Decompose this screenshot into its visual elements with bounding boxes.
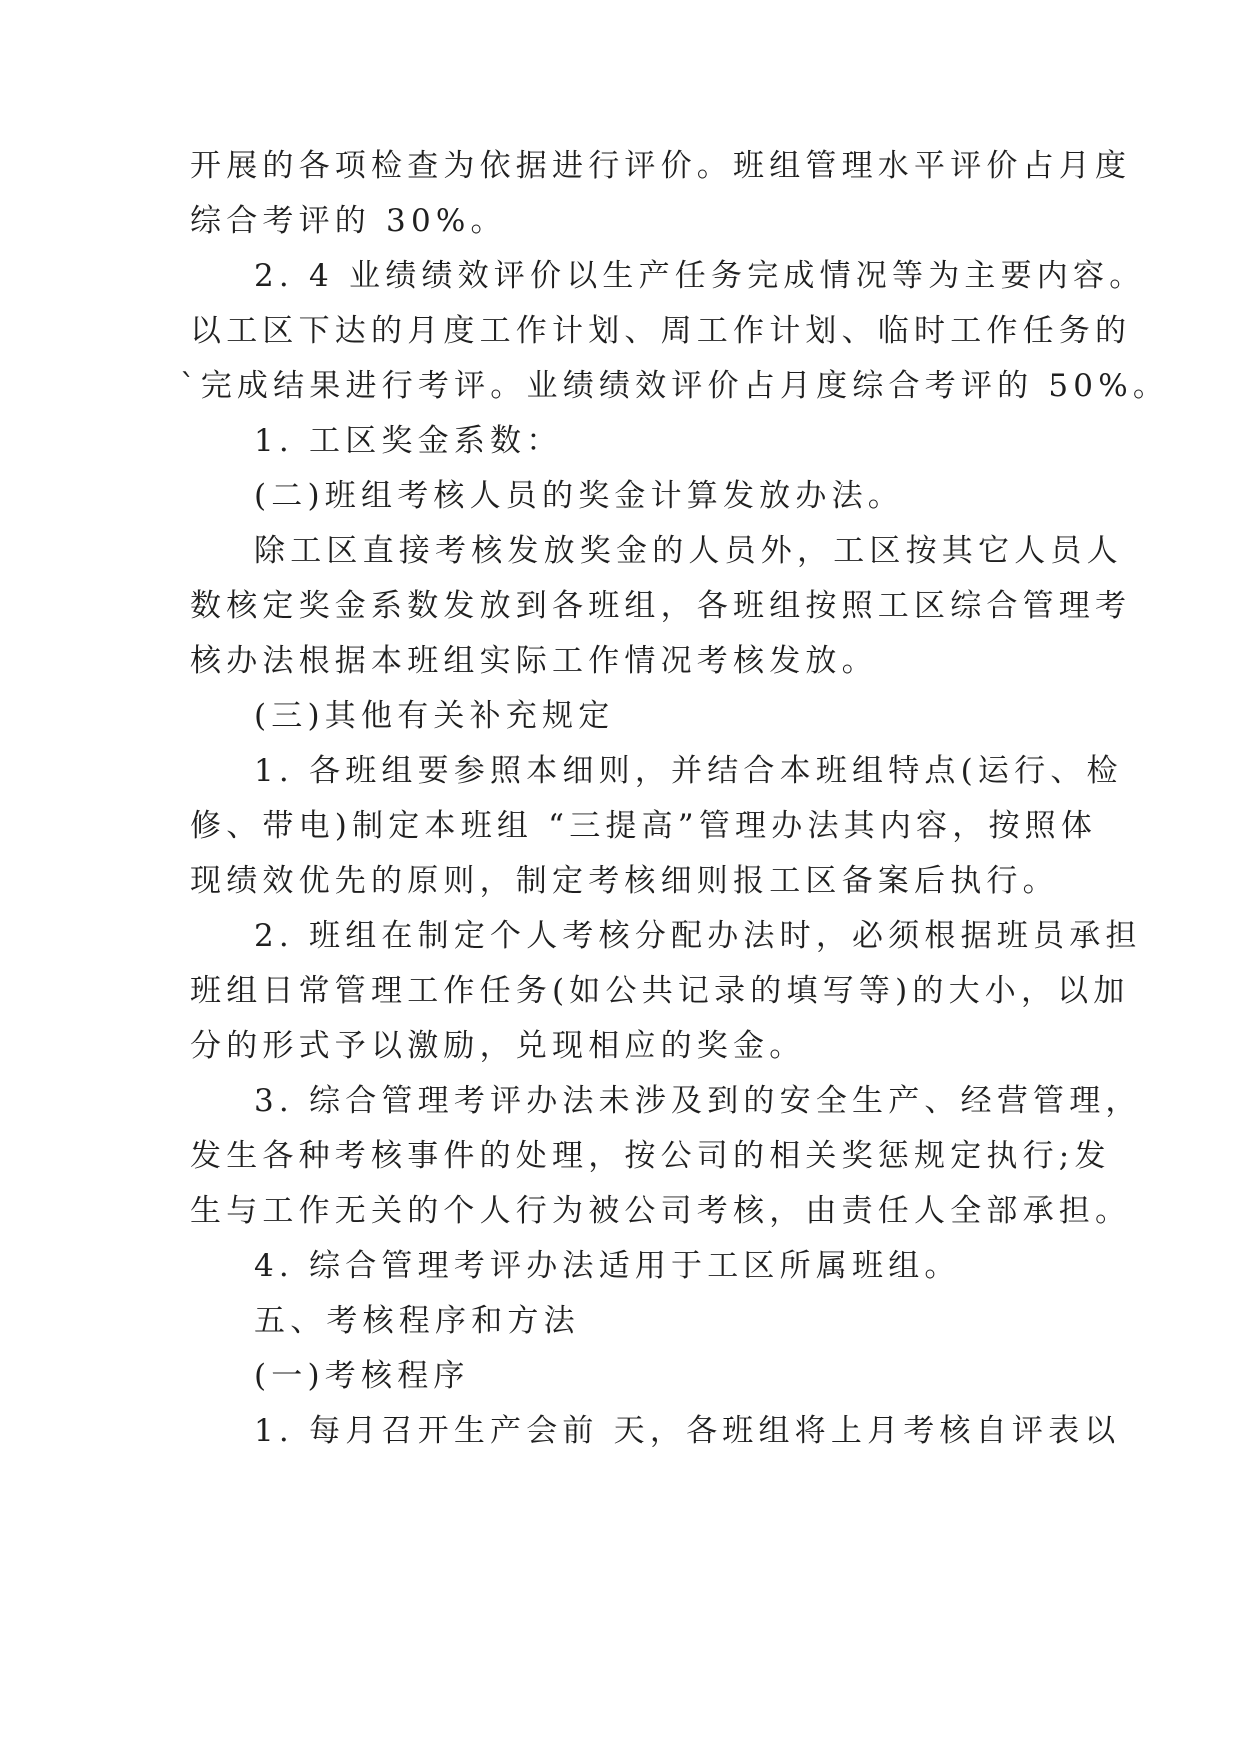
paragraph-line: 以工区下达的月度工作计划、周工作计划、临时工作任务的 xyxy=(190,313,1132,349)
paragraph-line: 除工区直接考核发放奖金的人员外，工区按其它人员人 xyxy=(254,533,1123,569)
paragraph-line: 4. 综合管理考评办法适用于工区所属班组。 xyxy=(254,1248,961,1284)
paragraph-line: 2. 4 业绩绩效评价以生产任务完成情况等为主要内容。 xyxy=(254,258,1146,294)
paragraph-line: 3. 综合管理考评办法未涉及到的安全生产、经营管理， xyxy=(254,1083,1142,1119)
paragraph-line: 生与工作无关的个人行为被公司考核，由责任人全部承担。 xyxy=(190,1193,1132,1229)
paragraph-line: 修、带电)制定本班组 “三提高”管理办法其内容，按照体 xyxy=(190,808,1098,844)
paragraph-line: 综合考评的 30%。 xyxy=(190,203,507,239)
paragraph-line: 数核定奖金系数发放到各班组，各班组按照工区综合管理考 xyxy=(190,588,1132,624)
paragraph-line: 1. 各班组要参照本细则，并结合本班组特点(运行、检 xyxy=(254,753,1123,789)
paragraph-line: 开展的各项检查为依据进行评价。班组管理水平评价占月度 xyxy=(190,148,1132,184)
paragraph-line: 1. 每月召开生产会前 天，各班组将上月考核自评表以 xyxy=(254,1413,1121,1449)
section-heading: (一)考核程序 xyxy=(254,1358,470,1394)
section-heading: (二)班组考核人员的奖金计算发放办法。 xyxy=(254,478,904,514)
paragraph-line: 现绩效优先的原则，制定考核细则报工区备案后执行。 xyxy=(190,863,1059,899)
paragraph-line: `完成结果进行考评。业绩绩效评价占月度综合考评的 50%。 xyxy=(180,368,1170,404)
paragraph-line: 班组日常管理工作任务(如公共记录的填写等)的大小，以加 xyxy=(190,973,1130,1009)
paragraph-line: 分的形式予以激励，兑现相应的奖金。 xyxy=(190,1028,806,1064)
paragraph-line: 2. 班组在制定个人考核分配办法时，必须根据班员承担 xyxy=(254,918,1142,954)
section-heading: 五、考核程序和方法 xyxy=(254,1303,580,1339)
section-heading: (三)其他有关补充规定 xyxy=(254,698,615,734)
paragraph-line: 发生各种考核事件的处理，按公司的相关奖惩规定执行;发 xyxy=(190,1138,1111,1174)
paragraph-line: 1. 工区奖金系数： xyxy=(254,423,563,459)
paragraph-line: 核办法根据本班组实际工作情况考核发放。 xyxy=(190,643,878,679)
